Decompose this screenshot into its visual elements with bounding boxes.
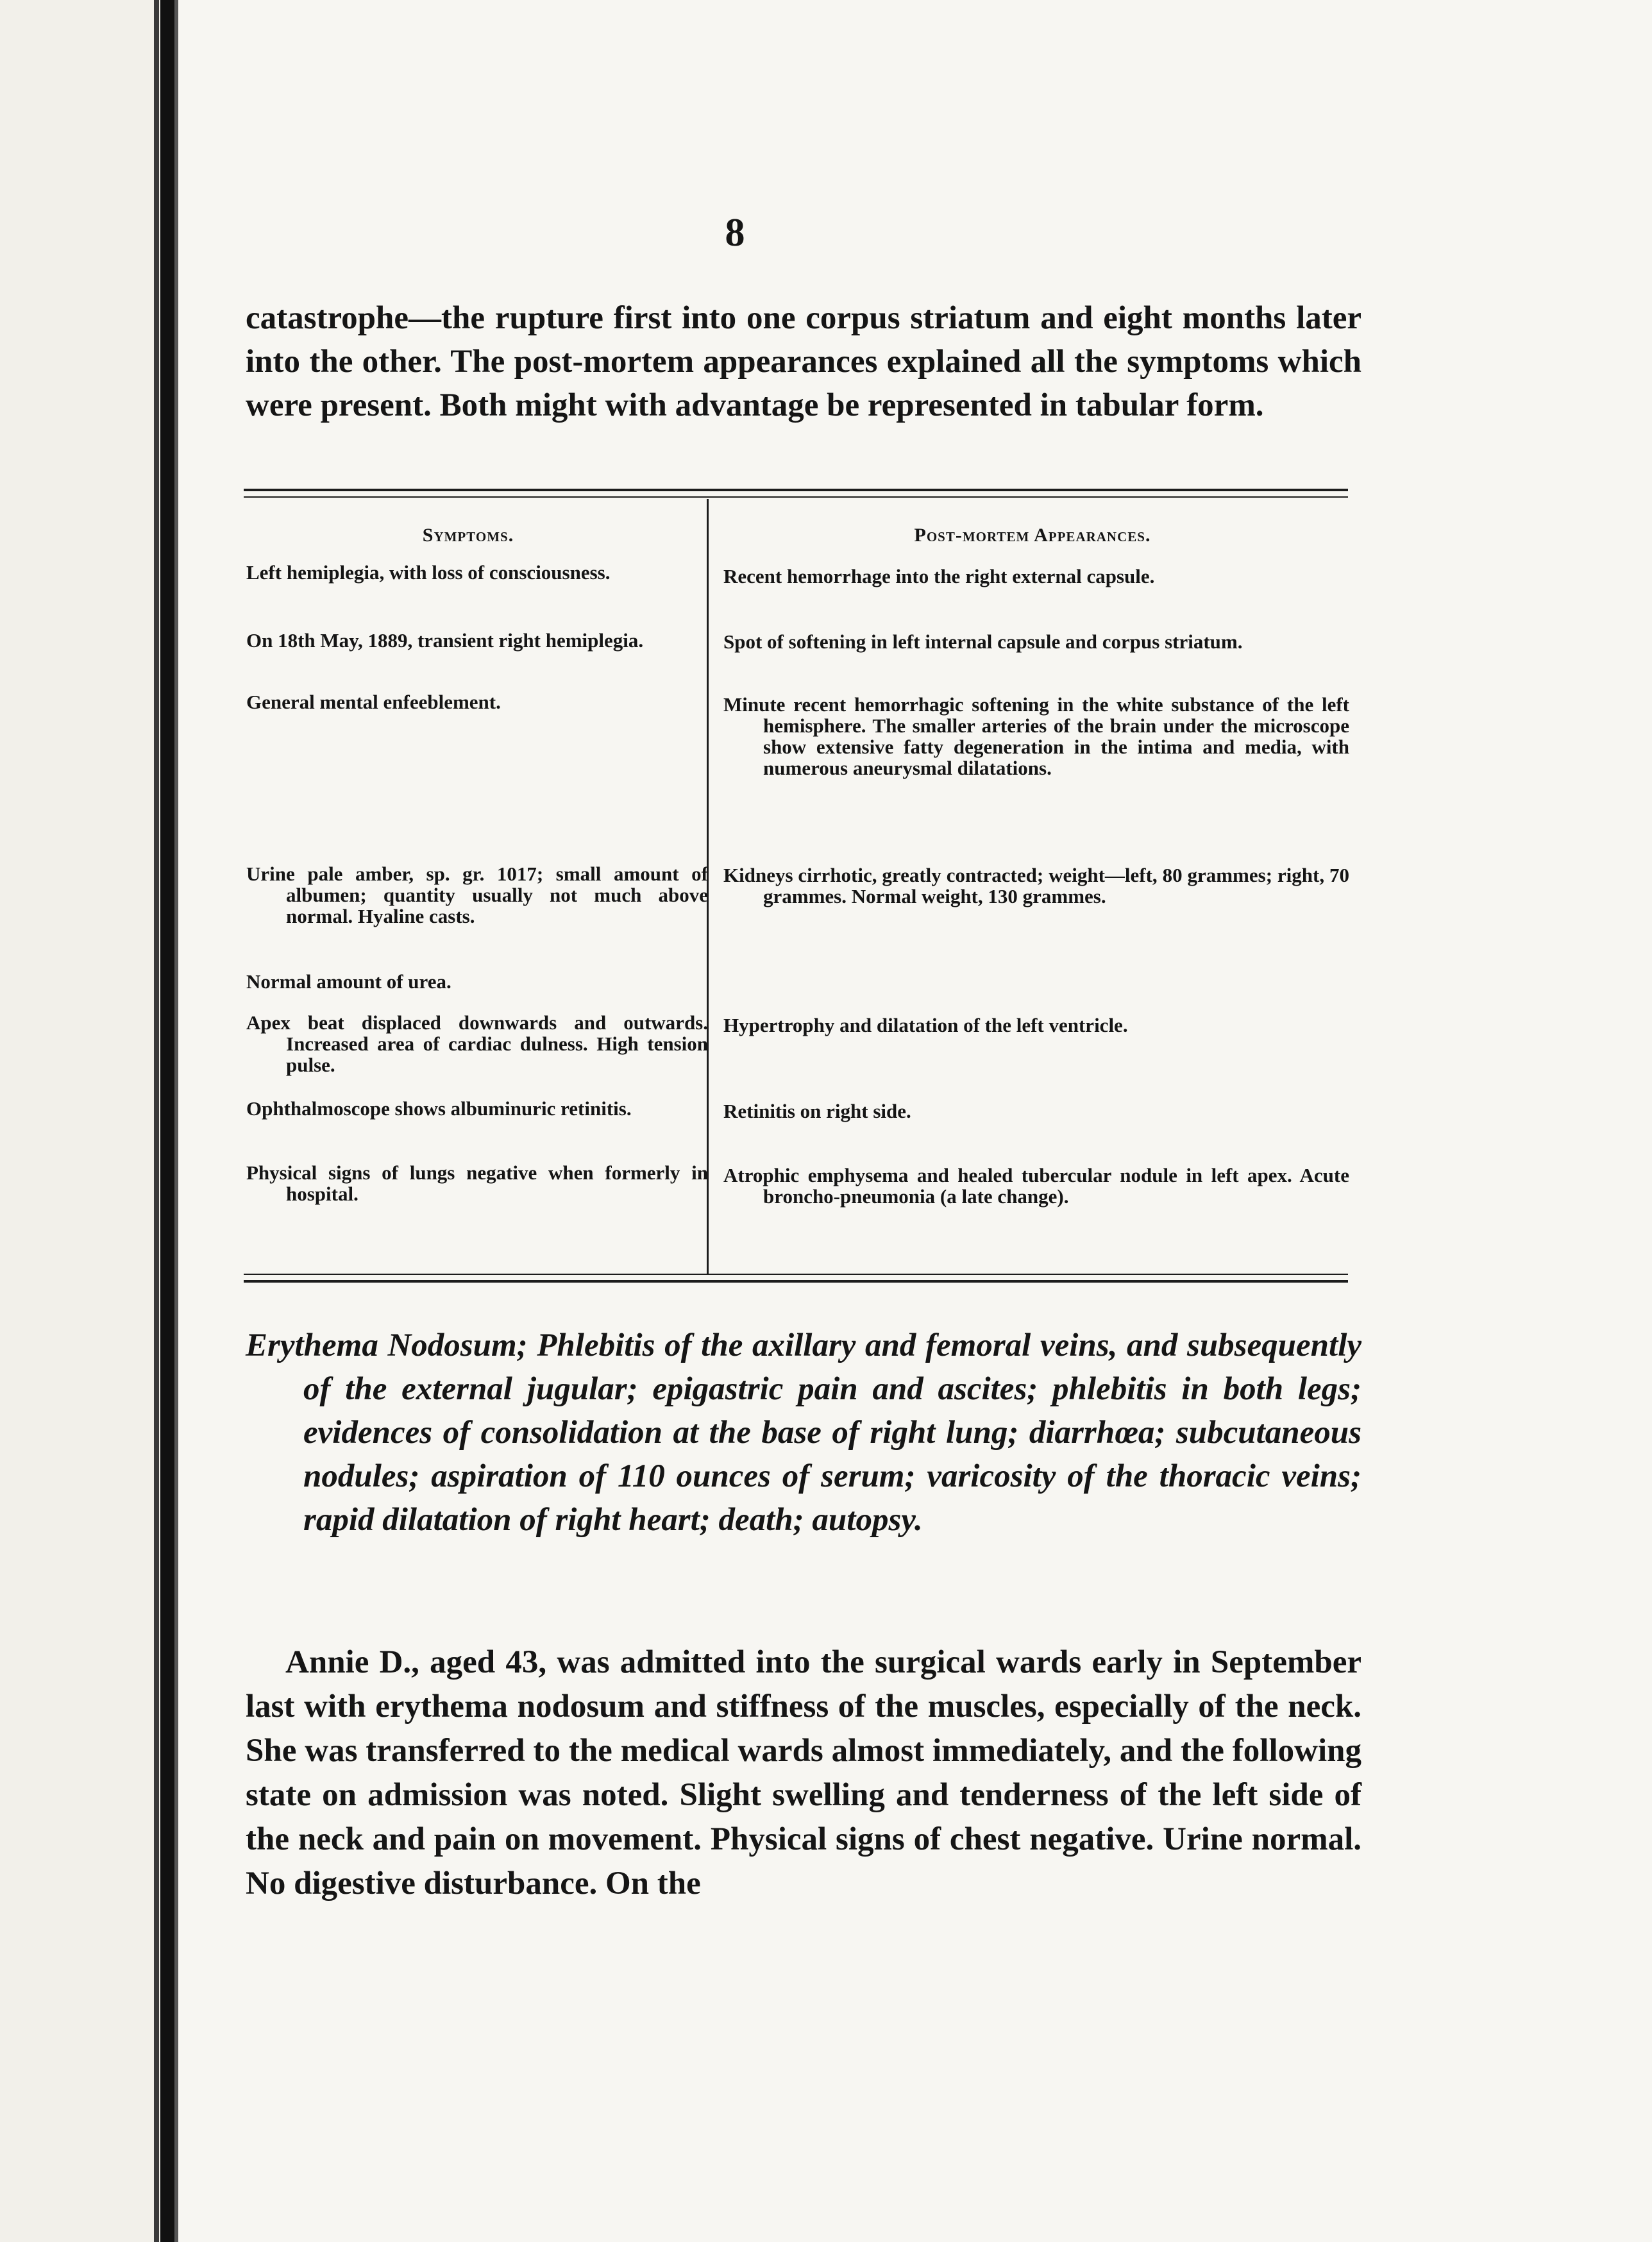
case-body-paragraph: Annie D., aged 43, was admitted into the surgical wards early in September last with erythema nodosum and stiffness of the muscles, especially of the neck. She was transferred to the medical wards almost immediately, and the following state on admission was noted. Slight swelling and tenderness of the left side of the neck and pain on movement. Physical signs of chest negative. Urine normal. No digestive disturbance. On the <box>246 1644 1361 1901</box>
appearance-cell: Atrophic emphysema and healed tubercular nodule in left apex. Acute broncho-pneumonia (a late change). <box>723 1164 1349 1208</box>
appearance-cell: Recent hemorrhage into the right external capsule. <box>723 565 1155 587</box>
symptom-cell: Urine pale amber, sp. gr. 1017; small amount of albumen; quantity usually not much above normal. Hyaline casts. <box>246 863 708 927</box>
appearance-cell: Minute recent hemorrhagic softening in the white substance of the left hemisphere. The smaller arteries of the brain under the microscope show extensive fatty degeneration in the intima and media, with numerous aneurysmal dilatations. <box>723 693 1349 779</box>
page-number: 8 <box>725 211 745 255</box>
table-top-rule-inner <box>244 496 1348 498</box>
table-bottom-rule <box>244 1280 1348 1283</box>
symptom-cell: On 18th May, 1889, transient right hemiplegia. <box>246 629 644 652</box>
symptom-cell: Ophthalmoscope shows albuminuric retinitis. <box>246 1097 632 1120</box>
symptom-cell: Apex beat displaced downwards and outwards. Increased area of cardiac dulness. High tension pulse. <box>246 1011 708 1076</box>
appearance-cell: Kidneys cirrhotic, greatly contracted; weight—left, 80 grammes; right, 70 grammes. Normal weight, 130 grammes. <box>723 864 1349 907</box>
facing-page-strip <box>0 0 160 2242</box>
intro-paragraph: catastrophe—the rupture first into one corpus striatum and eight months later into the other. The post-mortem appearances explained all the symptoms which were present. Both might with advantage be represented in tabular form. <box>246 300 1361 423</box>
table-top-rule <box>244 489 1348 491</box>
appearance-cell: Spot of softening in left internal capsule and corpus striatum. <box>723 630 1243 653</box>
column-header-post-mortem: Post-mortem Appearances. <box>914 525 1151 546</box>
symptom-cell: Left hemiplegia, with loss of consciousness. <box>246 561 611 584</box>
column-header-symptoms: Symptoms. <box>422 525 514 546</box>
appearance-cell: Hypertrophy and dilatation of the left ventricle. <box>723 1014 1128 1036</box>
book-gutter <box>160 0 174 2242</box>
facing-page-edge <box>154 0 159 2242</box>
table-bottom-rule-inner <box>244 1274 1348 1275</box>
symptom-cell: Normal amount of urea. <box>246 970 451 993</box>
appearance-cell: Retinitis on right side. <box>723 1100 911 1122</box>
case-heading: Erythema Nodosum; Phlebitis of the axillary and femoral veins, and subsequently of the external jugular; epigastric pain and ascites; phlebitis in both legs; evidences of consolidation at the base of right lung; diarrhœa; subcutaneous nodules; aspiration of 110 ounces of serum; varicosity of the thoracic veins; rapid dilatation of right heart; death; autopsy. <box>246 1328 1361 1538</box>
symptom-cell: Physical signs of lungs negative when formerly in hospital. <box>246 1161 708 1205</box>
page-edge <box>174 0 178 2242</box>
symptom-cell: General mental enfeeblement. <box>246 691 501 713</box>
